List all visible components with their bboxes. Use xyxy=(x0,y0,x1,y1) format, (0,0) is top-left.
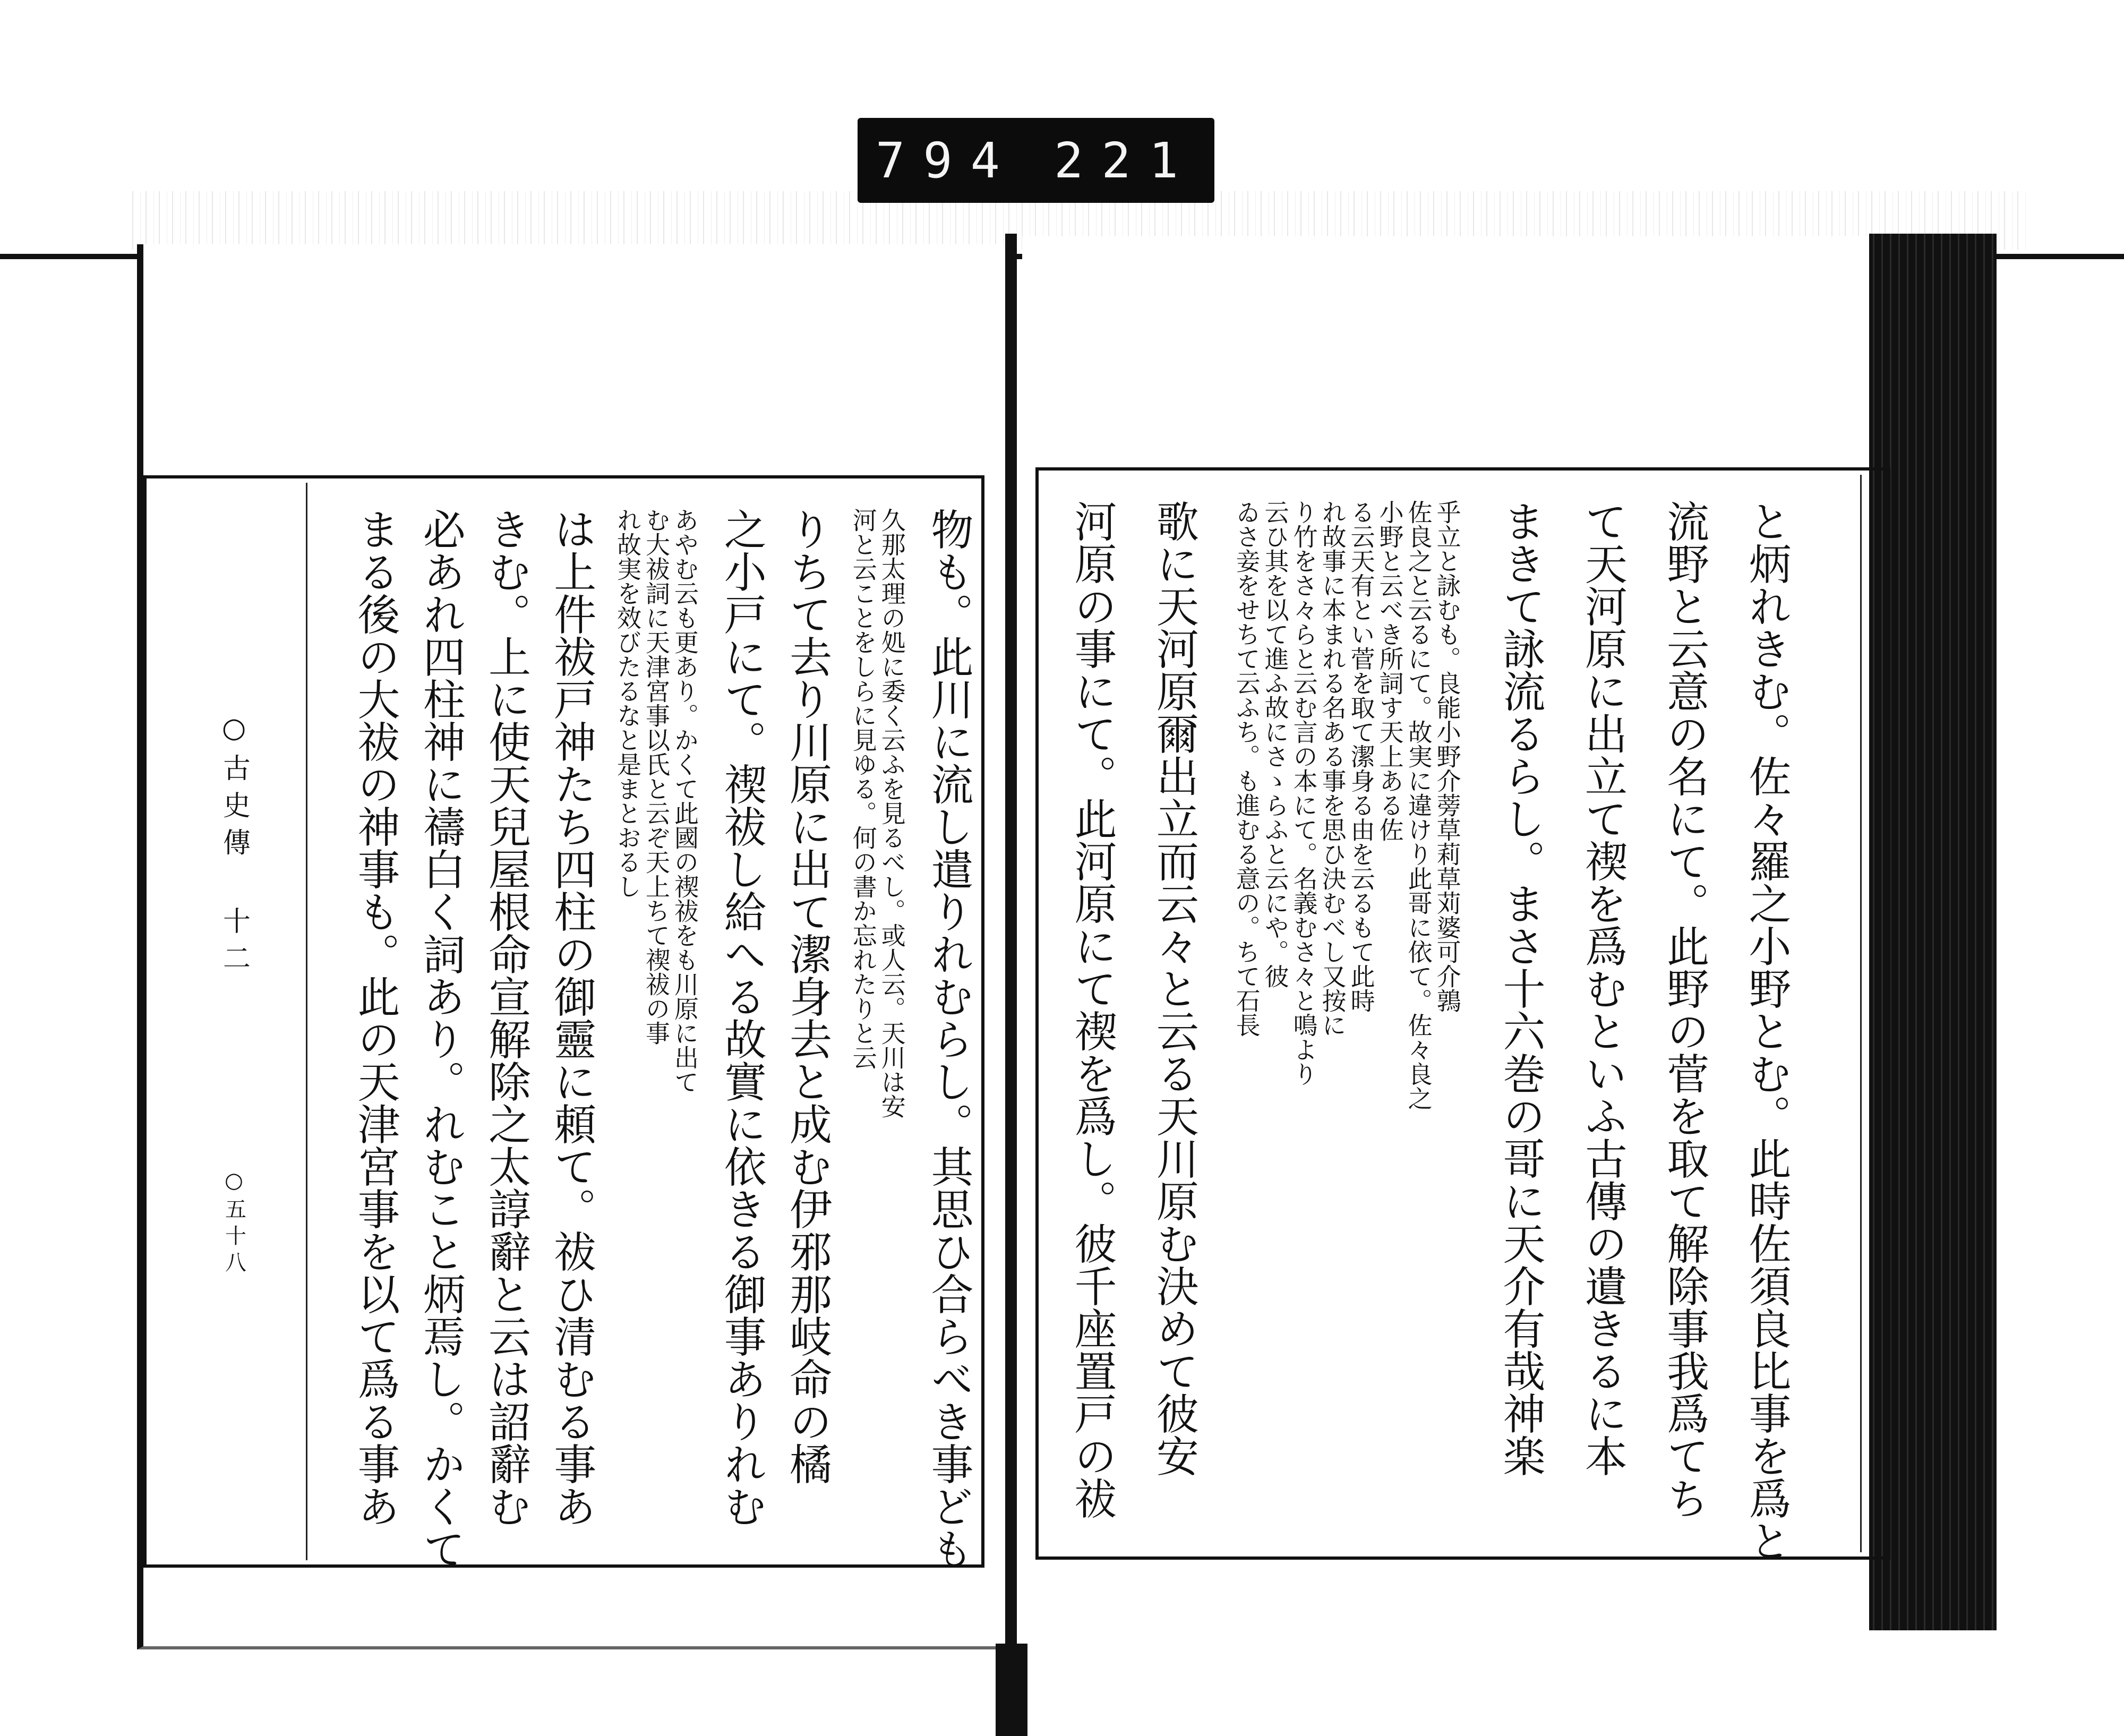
annotation-pair xyxy=(1232,500,1462,1541)
text-column: 物も。此川に流し遣りれむらし。其思ひ合らべき事ども xyxy=(924,508,973,1570)
text-column: て天河原に出立て禊を爲むといふ古傳の遺きるに本 xyxy=(1578,500,1628,1477)
annotation-pair xyxy=(851,508,904,1549)
text-column: まる後の大祓の神事も。此の天津宮事を以て爲る事あ xyxy=(350,508,400,1527)
text-column: は上件祓戸神たち四柱の御靈に頼て。祓ひ清むる事あ xyxy=(546,508,596,1527)
book-spine-foot xyxy=(996,1644,1027,1736)
text-column: 歌に天河原爾出立而云々と云る天川原む決めて彼安 xyxy=(1149,500,1199,1477)
text-column: 河原の事にて。此河原にて禊を爲し。彼千座置戸の祓 xyxy=(1067,500,1117,1519)
catalog-label-right: 221 xyxy=(1054,132,1197,189)
text-column: あやむ云も更あり。かくて此國の禊祓をも川原に出て xyxy=(671,508,699,1094)
catalog-label xyxy=(858,118,1214,203)
right-frame-rule xyxy=(1860,475,1862,1552)
left-text-frame xyxy=(143,475,984,1568)
right-text-frame xyxy=(1035,467,1890,1560)
annotation-pair xyxy=(615,508,697,1549)
text-column: 乎立と詠むも。良能小野介蒡草莉草苅婆可介鶉 xyxy=(1433,500,1462,1013)
text-column: ゐさ妾をせちて云ふち。も進むる意の。ちて石長 xyxy=(1232,500,1261,1037)
page-number: ○五十八 xyxy=(221,1168,246,1278)
text-column: む大祓詞に天津宮事以氏と云ぞ天上ちて禊祓の事 xyxy=(642,508,671,1045)
text-column: れ故実を效びたるなと是まとおるし xyxy=(613,508,642,899)
text-column: 之小戸にて。禊祓し給へる故實に依きる御事ありれむ xyxy=(717,508,767,1527)
text-column: 久那太理の処に委く云ふを見るべし。或人云。天川は安 xyxy=(877,508,906,1118)
left-header-rule xyxy=(306,483,307,1560)
text-column: きむ。上に使天兒屋根命宣解除之太諄辭と云は詔辭む xyxy=(481,508,531,1527)
text-column: 云ひ其を以て進ふ故にさゝらふと云にや。彼 xyxy=(1261,500,1290,988)
text-column: れ故事に本まれる名ある事を思ひ決むべし又按に xyxy=(1318,500,1347,1037)
text-column: まきて詠流るらし。まさ十六巻の哥に天介有哉神楽 xyxy=(1495,500,1545,1477)
book-title: ○古史傳 十二 xyxy=(218,712,250,981)
text-column: りちて去り川原に出て潔身去と成む伊邪那岐命の橘 xyxy=(782,508,832,1485)
text-column: る云天有とい菅を取て潔身る由を云るもて此時 xyxy=(1347,500,1376,1013)
text-column: 河と云ことをしらに見ゆる。何の書か忘れたりと云 xyxy=(849,508,878,1070)
book-spine xyxy=(1005,234,1017,1736)
text-column: り竹をさ々らと云む言の本にて。名義むさ々と鳴より xyxy=(1289,500,1318,1086)
text-column: と炳れきむ。佐々羅之小野とむ。此時佐須良比事を爲と xyxy=(1741,500,1791,1562)
text-column: 必あれ四柱神に禱白く詞あり。れむこと炳焉し。かくて xyxy=(416,508,466,1570)
text-column: 佐良之と云るにて。故実に違けり此哥に依て。佐々良之 xyxy=(1404,500,1433,1110)
text-column: 流野と云意の名にて。此野の菅を取て解除事我爲てち xyxy=(1659,500,1709,1519)
catalog-label-left: 794 xyxy=(875,132,1018,189)
left-text-block xyxy=(350,508,973,1570)
text-column: 小野と云べき所詞す天上ある佐 xyxy=(1375,500,1404,842)
right-text-block xyxy=(1067,500,1791,1562)
left-header xyxy=(162,478,306,1564)
